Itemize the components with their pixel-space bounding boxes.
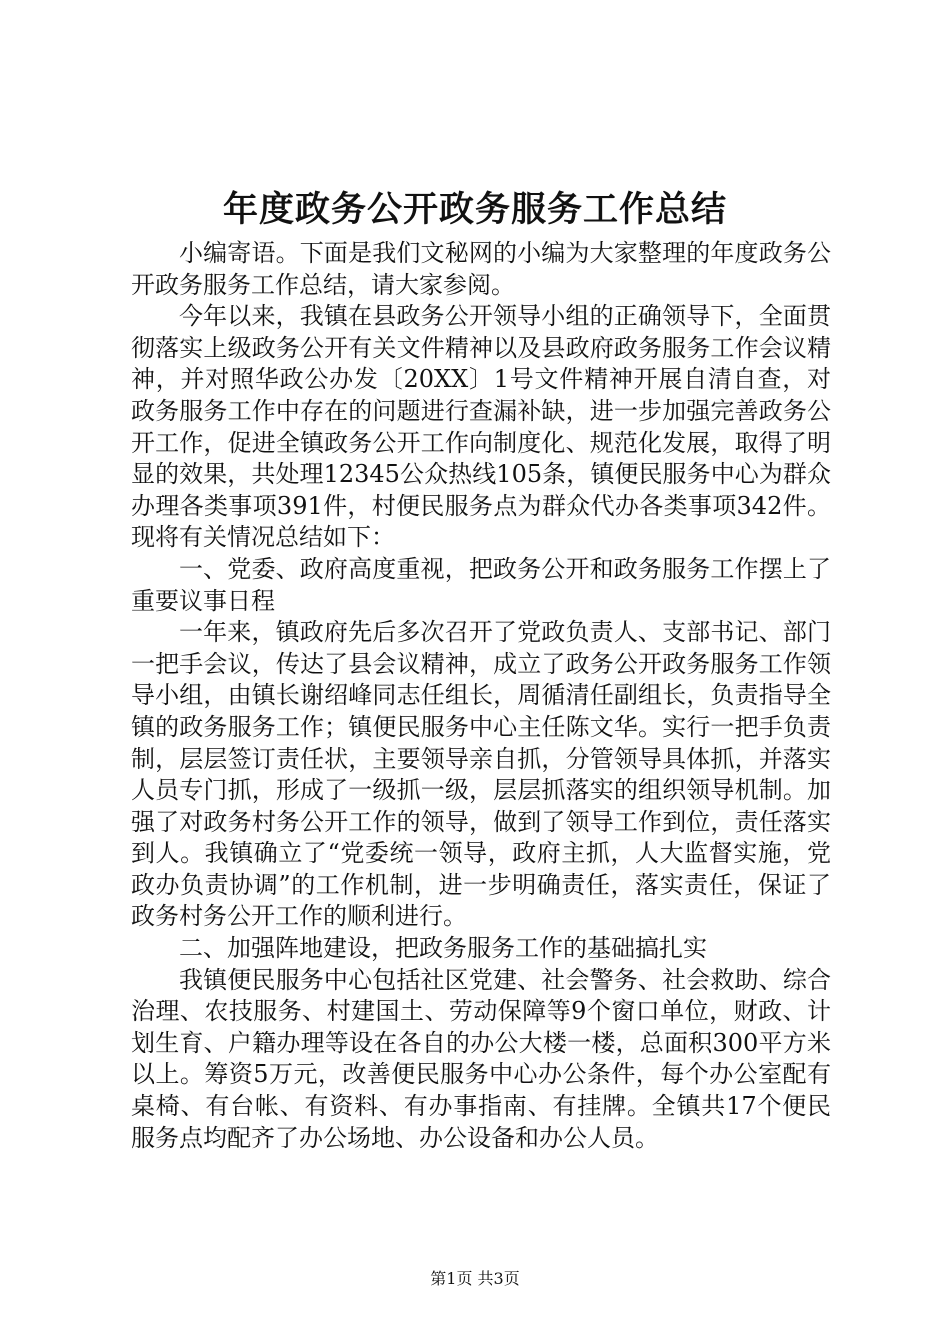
section-heading-2: 二、加强阵地建设，把政务服务工作的基础搞扎实 — [179, 934, 707, 963]
section-heading-1: 一、党委、政府高度重视，把政务公开和政务服务工作摆上了重要议事日程 — [131, 554, 831, 615]
document-body — [131, 238, 831, 1154]
page-footer: 第1页 共3页 — [430, 1269, 520, 1288]
paragraph-intro: 小编寄语。下面是我们文秘网的小编为大家整理的年度政务公开政务服务工作总结，请大家参阅。 — [131, 239, 831, 299]
document-title: 年度政务公开政务服务工作总结 — [222, 190, 727, 230]
paragraph-section-2: 我镇便民服务中心包括社区党建、社会警务、社会救助、综合治理、农技服务、村建国土、劳动保障等9个窗口单位，财政、计划生育、户籍办理等设在各自的办公大楼一楼，总面积300平方米以上。筹资5万元，改善便民服务中心办公条件，每个办公室配有桌椅、有台帐、有资料、有办事指南、有挂牌。全镇共17个便民服务点均配齐了办公场地、办公设备和办公人员。 — [131, 965, 831, 1152]
paragraph-overview: 今年以来，我镇在县政务公开领导小组的正确领导下，全面贯彻落实上级政务公开有关文件精神以及县政府政务服务工作会议精神，并对照华政公办发〔20XX〕1号文件精神开展自清自查，对政务服务工作中存在的问题进行查漏补缺，进一步加强完善政务公开工作，促进全镇政务公开工作向制度化、规范化发展，取得了明显的效果，共处理12345公众热线105条，镇便民服务中心为群众办理各类事项391件，村便民服务点为群众代办各类事项342件。现将有关情况总结如下： — [131, 302, 831, 552]
paragraph-section-1: 一年来，镇政府先后多次召开了党政负责人、支部书记、部门一把手会议，传达了县会议精神，成立了政务公开政务服务工作领导小组，由镇长谢绍峰同志任组长，周循清任副组长，负责指导全镇的政务服务工作；镇便民服务中心主任陈文华。实行一把手负责制，层层签订责任状，主要领导亲自抓，分管领导具体抓，并落实人员专门抓，形成了一级抓一级，层层抓落实的组织领导机制。加强了对政务村务公开工作的领导，做到了领导工作到位，责任落实到人。我镇确立了“党委统一领导，政府主抓，人大监督实施，党政办负责协调”的工作机制，进一步明确责任，落实责任，保证了政务村务公开工作的顺利进行。 — [131, 618, 831, 931]
